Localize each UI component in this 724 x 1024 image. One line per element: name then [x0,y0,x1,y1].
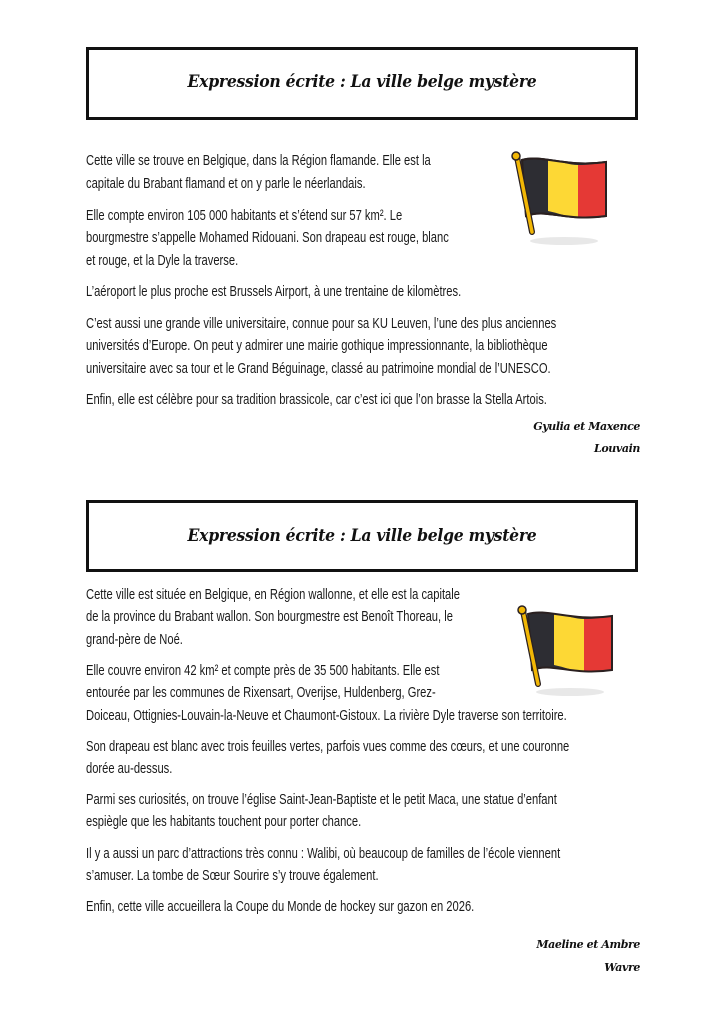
text-line: Cette ville se trouve en Belgique, dans la Région flamande. Elle est la [86,152,431,169]
text-line: Elle couvre environ 42 km² et compte près de 35 500 habitants. Elle est [86,662,440,679]
text-line: bourgmestre s’appelle Mohamed Ridouani. Son drapeau est rouge, blanc [86,229,449,246]
text-line: s’amuser. La tombe de Sœur Sourire s’y trouve également. [86,867,379,884]
text-line: universitaire avec sa tour et le Grand Béguinage, classé au patrimoine mondial de l’UNESCO. [86,360,551,377]
section-1-title-box [86,47,638,120]
section-1-authors: Gyulia et Maxence [533,420,640,433]
section-2-title-box [86,500,638,572]
belgian-flag-icon [506,150,612,248]
text-line: entourée par les communes de Rixensart, Overijse, Huldenberg, Grez- [86,684,436,701]
section-2-answer: Wavre [604,961,640,974]
text-line: Enfin, elle est célèbre pour sa tradition brassicole, car c’est ici que l’on brasse la Stella Artois. [86,391,547,408]
section-1-answer: Louvain [594,442,640,455]
belgian-flag-icon [512,604,618,702]
text-line: et rouge, et la Dyle la traverse. [86,252,239,269]
section-1-title: Expression écrite : La ville belge mystère [187,72,537,92]
text-line: de la province du Brabant wallon. Son bourgmestre est Benoît Thoreau, le [86,608,453,625]
text-line: Elle compte environ 105 000 habitants et s’étend sur 57 km². Le [86,207,403,224]
text-line: C’est aussi une grande ville universitaire, connue pour sa KU Leuven, l’une des plus anciennes [86,315,557,332]
text-line: dorée au-dessus. [86,760,173,777]
text-line: Parmi ses curiosités, on trouve l’église Saint-Jean-Baptiste et le petit Maca, une statue d’enfant [86,791,557,808]
text-line: Son drapeau est blanc avec trois feuilles vertes, parfois vues comme des cœurs, et une couronne [86,738,570,755]
text-line: L’aéroport le plus proche est Brussels Airport, à une trentaine de kilomètres. [86,283,462,300]
text-line: grand-père de Noé. [86,631,183,648]
section-2-authors: Maeline et Ambre [536,938,640,951]
text-line: Enfin, cette ville accueillera la Coupe du Monde de hockey sur gazon en 2026. [86,898,475,915]
text-line: Cette ville est située en Belgique, en Région wallonne, et elle est la capitale [86,586,460,603]
text-line: universités d’Europe. On peut y admirer une mairie gothique impressionnante, la bibliothèque [86,337,548,354]
text-line: Doiceau, Ottignies-Louvain-la-Neuve et Chaumont-Gistoux. La rivière Dyle traverse son territoire. [86,707,567,724]
text-line: capitale du Brabant flamand et on y parle le néerlandais. [86,175,366,192]
section-2-title: Expression écrite : La ville belge mystère [187,526,537,546]
text-line: Il y a aussi un parc d’attractions très connu : Walibi, où beaucoup de familles de l’école viennent [86,845,561,862]
text-line: espiègle que les habitants touchent pour porter chance. [86,813,362,830]
